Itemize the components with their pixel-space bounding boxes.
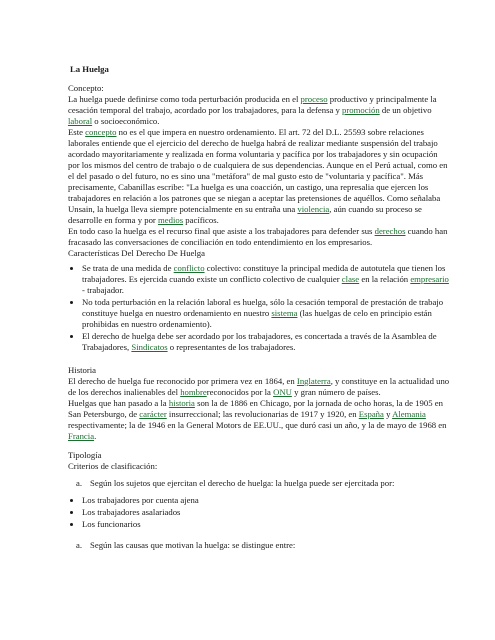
text-run: Según los sujetos que ejercitan el derecho de huelga: la huelga puede ser ejercitada por: [90,478,395,488]
text-run: en la relación [359,274,411,284]
text-run: y gran número de países. [291,387,381,397]
text-run: El derecho de huelga debe ser acordado por los trabajadores, es concertada a través de la Asamblea de Trabajadores, [82,331,437,352]
list-item [82,263,451,296]
link-espana[interactable]: España [358,409,384,419]
text-run: Huelgas que han pasado a la [68,398,169,408]
link-alemania[interactable]: Alemania [392,409,426,419]
spacer [68,442,451,450]
list-item: • Los trabajadores asalariados [82,507,451,518]
historia-paragraph-2 [68,398,451,442]
text-run: de un objetivo [379,105,432,115]
link-sistema[interactable]: sistema [271,308,298,318]
text-run: Se trata de una medida de [82,263,174,273]
text-run: pacíficos. [183,215,219,225]
link-caracter[interactable]: carácter [139,409,167,419]
list-item [82,297,451,330]
text-run: El derecho de huelga fue reconocido por primera vez en 1864, en [68,376,297,386]
text-run: insurreccional; las revolucionarias de 1917 y 1920, en [166,409,359,419]
caracteristicas-list [68,263,451,353]
text-run: colectivo: constituye la principal medida de autotutela que tienen los trabajadores. Es ejercida cuando existe un conflicto colectivo de cualquier [82,263,446,284]
text-run: productivo y principalmente la cesación temporal del trabajo, acordado por los trabajadores, para la defensa y [68,94,437,115]
link-empresario[interactable]: empresario [410,274,449,284]
link-concepto[interactable]: concepto [85,127,117,137]
page-title: La Huelga [70,64,109,74]
link-medios[interactable]: medios [157,215,184,225]
link-onu[interactable]: ONU [273,387,292,397]
text-run: y [383,409,393,419]
text-run: no es el que impera en nuestro ordenamiento. El art. 72 del D.L. 25593 sobre relaciones laborales entiende que el ejercicio del derecho de huelga habrá de realizar mediante suspensión del trabajo acordado mayoritariamente y realizada en forma voluntaria y pacífica por los trabajadores y sin ocupación por los mismos del centro de trabajo o de cualquiera de sus dependencias. Aunque en el Perú actual, como en el del pasado o del futuro, no es sino una "metáfora" de mal gusto esto de "voluntaria y pacífica". Más precisamente, Cabanillas escribe: "La huelga es una coacción, un castigo, una represalia que ejercen los trabajadores en relación a los patrones que se niegan a aceptar las pretensiones de aquéllos. Como señalaba Unsain, la huelga lleva siempre potencialmente en su entraña una [68,127,448,214]
text-run: En todo caso la huelga es el recurso final que asiste a los trabajadores para defender sus [68,226,375,236]
text-run: Según las causas que motivan la huelga: se distingue entre: [90,540,296,550]
text-run: - trabajador. [82,285,124,295]
list-item: • Los funcionarios [82,519,451,530]
link-conflicto[interactable]: conflicto [173,263,205,273]
text-run: . [94,431,97,441]
text-run: , aún cuando su proceso se desarrolle en forma y por [68,204,422,225]
caracteristicas-heading: Características Del Derecho De Huelga [68,248,206,258]
link-inglaterra[interactable]: Inglaterra [296,376,331,386]
text-run: reconocidos por la [206,387,274,397]
link-francia[interactable]: Francia [68,431,95,441]
criterios-label: Criterios de clasificación: [68,461,158,471]
text-run: o socioeconómico. [92,116,160,126]
link-promocion[interactable]: promoción [342,105,380,115]
list-item: • Los trabajadores por cuenta ajena [82,495,451,506]
historia-paragraph-1 [68,376,451,398]
historia-heading: Historia [68,365,96,375]
criterios-list-b [68,540,451,551]
criterios-list-a [68,478,451,489]
concepto-heading: Concepto: [68,83,104,93]
text-run: La huelga puede definirse como toda perturbación producida en el [68,94,301,104]
text-run: , y constituye en la actualidad uno de los derechos inalienables del [68,376,450,397]
sujetos-list [68,495,451,530]
list-item [76,478,451,489]
spacer [68,357,451,365]
concepto-paragraph-1 [68,94,451,127]
text-run: No toda perturbación en la relación laboral es huelga, sólo la cesación temporal de prestación de trabajo constituye huelga en nuestro ordenamiento en nuestro [82,297,444,318]
text-run: respectivamente; la de 1946 en la General Motors de EE.UU., que duró casi un año, y la de mayo de 1968 en [68,420,447,430]
text-run: son la de 1886 en Chicago, por la jornada de ocho horas, la de 1905 en San Petersburgo, de [68,398,443,419]
link-proceso[interactable]: proceso [300,94,328,104]
link-hombre[interactable]: hombre [180,387,207,397]
link-historia[interactable]: historia [168,398,195,408]
concepto-paragraph-2 [68,127,451,226]
list-item [82,331,451,353]
link-clase[interactable]: clase [341,274,360,284]
link-laboral[interactable]: laboral [68,116,93,126]
concepto-paragraph-3 [68,226,451,248]
link-derechos[interactable]: derechos [374,226,406,236]
text-run: o representantes de los trabajadores. [167,342,296,352]
text-run: Este [68,127,86,137]
list-item [76,540,451,551]
link-sindicatos[interactable]: Sindicatos [131,342,168,352]
text-run: cuando han fracasado las conversaciones de conciliación en todo entendimiento en los empresarios. [68,226,448,247]
link-violencia[interactable]: violencia [297,204,330,214]
tipologia-heading: Tipología [68,450,102,460]
text-run: (las huelgas de celo en principio están prohibidas en nuestro ordenamiento). [82,308,432,329]
